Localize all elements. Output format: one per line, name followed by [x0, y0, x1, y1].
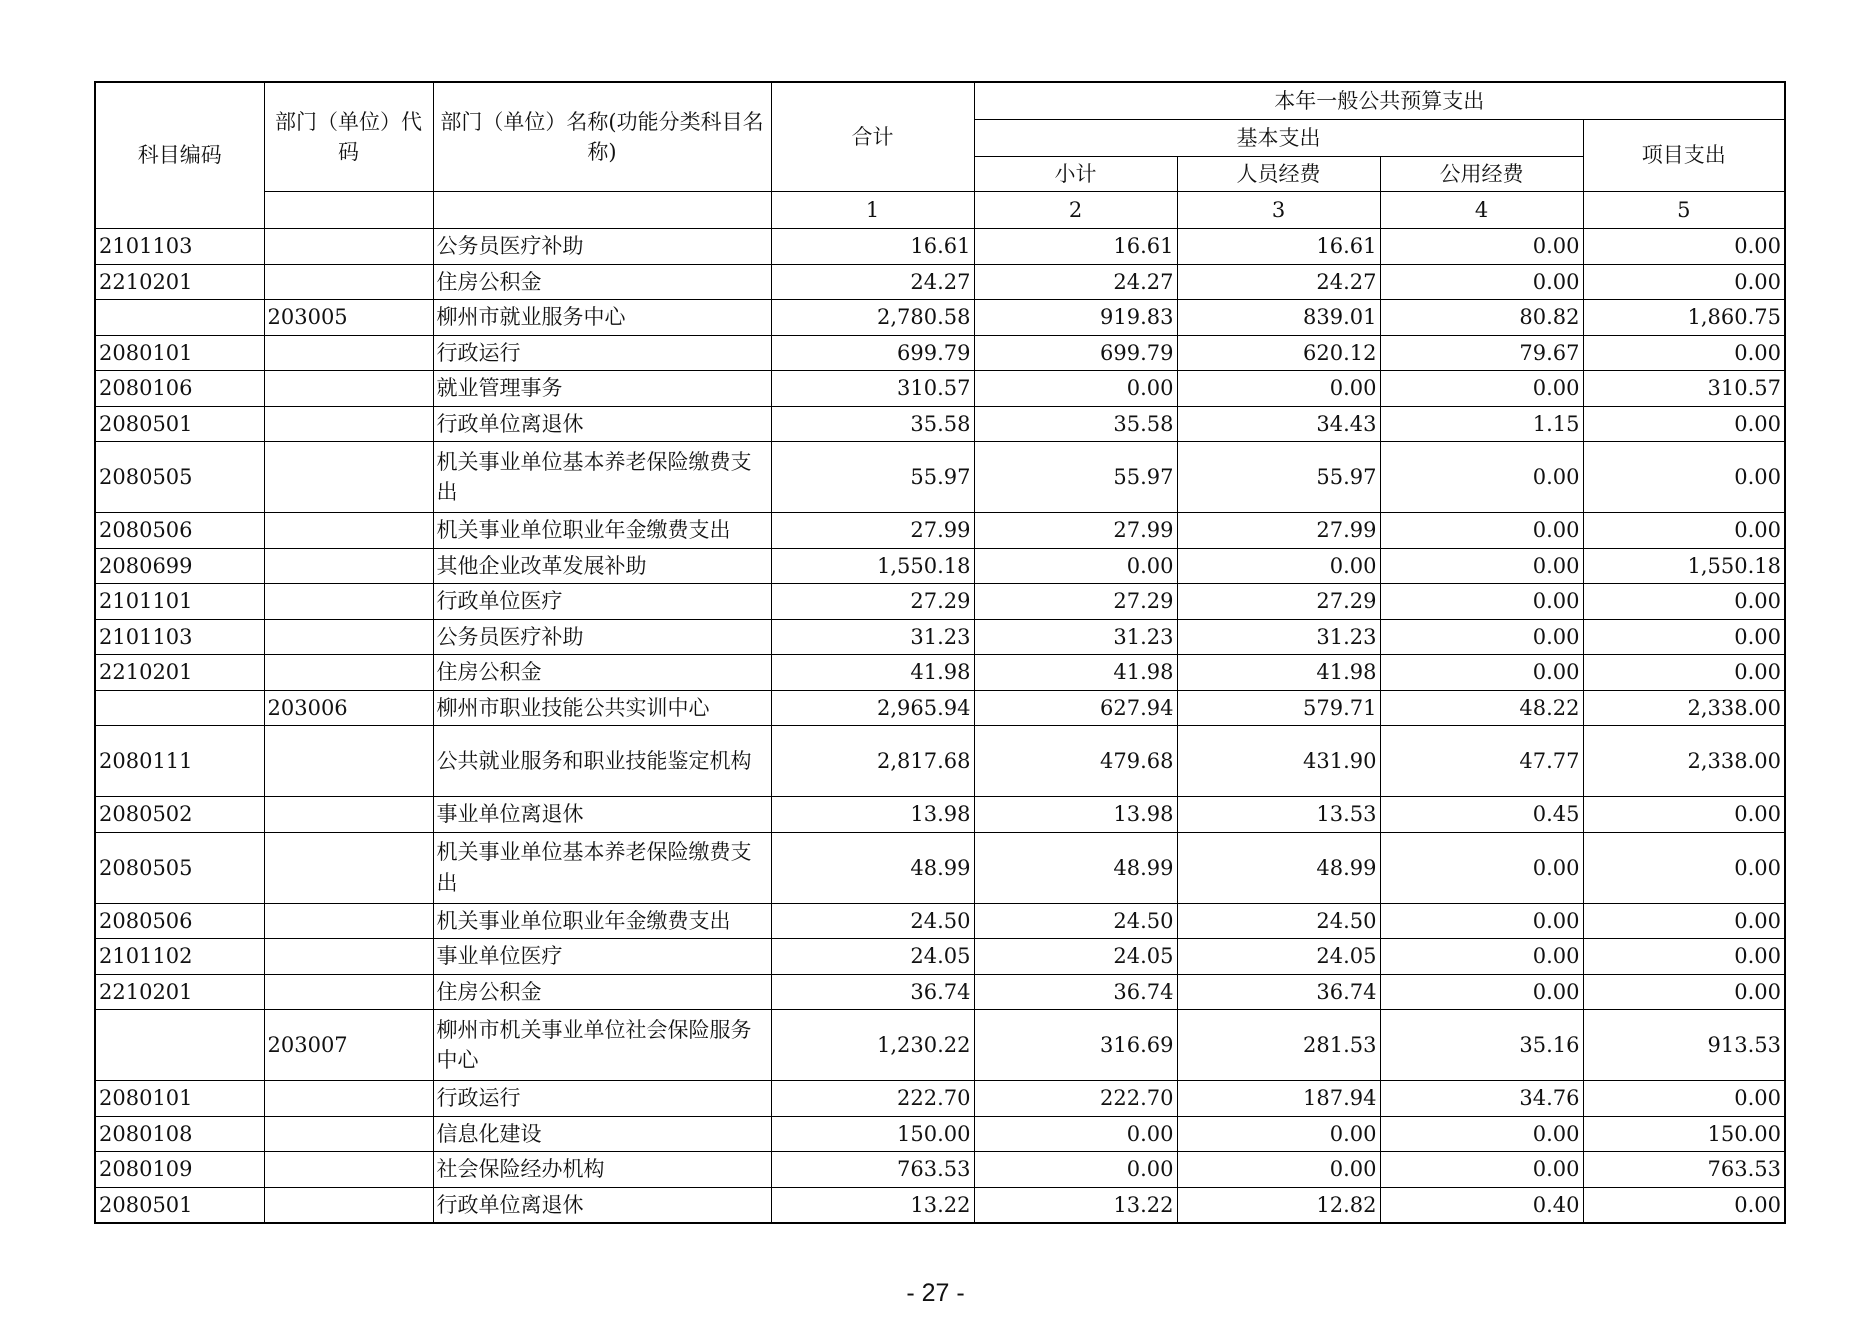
cell-name: 住房公积金	[433, 974, 771, 1010]
cell-subject-code: 2080502	[95, 797, 264, 833]
header-dept-name: 部门（单位）名称(功能分类科目名称)	[433, 82, 771, 192]
table-row	[95, 797, 1785, 833]
cell-name: 柳州市就业服务中心	[433, 300, 771, 336]
cell-subtotal: 24.27	[974, 264, 1177, 300]
cell-public: 0.00	[1380, 513, 1583, 549]
table-row	[95, 513, 1785, 549]
cell-total: 2,817.68	[771, 726, 974, 797]
cell-total: 16.61	[771, 229, 974, 265]
cell-total: 36.74	[771, 974, 974, 1010]
cell-public: 35.16	[1380, 1010, 1583, 1081]
cell-name: 住房公积金	[433, 655, 771, 691]
cell-subject-code: 2080108	[95, 1116, 264, 1152]
cell-project: 763.53	[1583, 1152, 1785, 1188]
cell-personnel: 27.99	[1177, 513, 1380, 549]
cell-public: 0.00	[1380, 619, 1583, 655]
cell-personnel: 281.53	[1177, 1010, 1380, 1081]
cell-name: 行政运行	[433, 335, 771, 371]
cell-project: 0.00	[1583, 406, 1785, 442]
cell-public: 0.00	[1380, 371, 1583, 407]
cell-subject-code: 2080505	[95, 442, 264, 513]
header-index-blank-2	[433, 192, 771, 229]
cell-public: 0.00	[1380, 1116, 1583, 1152]
cell-dept-code	[264, 371, 433, 407]
cell-public: 1.15	[1380, 406, 1583, 442]
cell-project: 0.00	[1583, 655, 1785, 691]
cell-personnel: 48.99	[1177, 832, 1380, 903]
cell-subtotal: 13.22	[974, 1187, 1177, 1223]
cell-total: 24.27	[771, 264, 974, 300]
cell-project: 310.57	[1583, 371, 1785, 407]
cell-total: 41.98	[771, 655, 974, 691]
cell-subject-code: 2080699	[95, 548, 264, 584]
cell-subject-code: 2080106	[95, 371, 264, 407]
table-row	[95, 1081, 1785, 1117]
cell-dept-code: 203007	[264, 1010, 433, 1081]
cell-total: 1,550.18	[771, 548, 974, 584]
cell-dept-code	[264, 406, 433, 442]
table-row	[95, 335, 1785, 371]
cell-subject-code	[95, 300, 264, 336]
cell-name: 住房公积金	[433, 264, 771, 300]
cell-dept-code	[264, 655, 433, 691]
table-row	[95, 229, 1785, 265]
cell-project: 0.00	[1583, 903, 1785, 939]
table-row	[95, 939, 1785, 975]
cell-project: 0.00	[1583, 229, 1785, 265]
cell-subtotal: 479.68	[974, 726, 1177, 797]
table-row	[95, 442, 1785, 513]
cell-subject-code: 2101102	[95, 939, 264, 975]
cell-subject-code: 2210201	[95, 264, 264, 300]
cell-personnel: 36.74	[1177, 974, 1380, 1010]
cell-name: 就业管理事务	[433, 371, 771, 407]
table-header	[95, 82, 1785, 229]
table-row	[95, 655, 1785, 691]
cell-subtotal: 27.99	[974, 513, 1177, 549]
cell-total: 27.99	[771, 513, 974, 549]
cell-project: 2,338.00	[1583, 726, 1785, 797]
cell-project: 1,550.18	[1583, 548, 1785, 584]
cell-total: 310.57	[771, 371, 974, 407]
cell-subject-code: 2101101	[95, 584, 264, 620]
cell-subtotal: 0.00	[974, 371, 1177, 407]
cell-public: 80.82	[1380, 300, 1583, 336]
cell-dept-code	[264, 442, 433, 513]
cell-total: 24.50	[771, 903, 974, 939]
cell-project: 0.00	[1583, 513, 1785, 549]
table-row	[95, 974, 1785, 1010]
cell-subtotal: 35.58	[974, 406, 1177, 442]
cell-subtotal: 699.79	[974, 335, 1177, 371]
cell-personnel: 31.23	[1177, 619, 1380, 655]
cell-public: 48.22	[1380, 690, 1583, 726]
cell-personnel: 12.82	[1177, 1187, 1380, 1223]
cell-dept-code	[264, 939, 433, 975]
cell-total: 2,780.58	[771, 300, 974, 336]
cell-project: 913.53	[1583, 1010, 1785, 1081]
cell-public: 0.00	[1380, 584, 1583, 620]
cell-name: 行政单位离退休	[433, 1187, 771, 1223]
header-subject-code: 科目编码	[95, 82, 264, 229]
cell-personnel: 41.98	[1177, 655, 1380, 691]
cell-dept-code	[264, 335, 433, 371]
header-basic-expenditure: 基本支出	[974, 120, 1583, 157]
cell-project: 0.00	[1583, 619, 1785, 655]
cell-personnel: 0.00	[1177, 371, 1380, 407]
table-row	[95, 690, 1785, 726]
cell-subject-code: 2210201	[95, 974, 264, 1010]
cell-project: 0.00	[1583, 584, 1785, 620]
header-dept-code: 部门（单位）代码	[264, 82, 433, 192]
cell-subject-code: 2080501	[95, 1187, 264, 1223]
cell-subtotal: 24.50	[974, 903, 1177, 939]
cell-dept-code	[264, 903, 433, 939]
table-row	[95, 619, 1785, 655]
cell-total: 2,965.94	[771, 690, 974, 726]
table-row	[95, 406, 1785, 442]
cell-name: 机关事业单位基本养老保险缴费支出	[433, 832, 771, 903]
cell-personnel: 579.71	[1177, 690, 1380, 726]
cell-name: 机关事业单位基本养老保险缴费支出	[433, 442, 771, 513]
cell-name: 事业单位离退休	[433, 797, 771, 833]
header-index-blank-1	[264, 192, 433, 229]
cell-dept-code	[264, 832, 433, 903]
header-index-3: 3	[1177, 192, 1380, 229]
cell-project: 0.00	[1583, 974, 1785, 1010]
cell-subject-code: 2080101	[95, 335, 264, 371]
cell-personnel: 0.00	[1177, 1116, 1380, 1152]
header-index-2: 2	[974, 192, 1177, 229]
cell-subject-code	[95, 1010, 264, 1081]
cell-dept-code	[264, 264, 433, 300]
cell-total: 31.23	[771, 619, 974, 655]
cell-subtotal: 16.61	[974, 229, 1177, 265]
cell-project: 0.00	[1583, 335, 1785, 371]
cell-name: 社会保险经办机构	[433, 1152, 771, 1188]
cell-subject-code: 2080506	[95, 903, 264, 939]
cell-total: 13.22	[771, 1187, 974, 1223]
table-row	[95, 584, 1785, 620]
cell-public: 34.76	[1380, 1081, 1583, 1117]
cell-personnel: 0.00	[1177, 548, 1380, 584]
cell-dept-code	[264, 974, 433, 1010]
cell-public: 0.00	[1380, 903, 1583, 939]
cell-public: 0.00	[1380, 264, 1583, 300]
cell-public: 0.45	[1380, 797, 1583, 833]
header-subtotal: 小计	[974, 157, 1177, 192]
cell-dept-code	[264, 513, 433, 549]
cell-dept-code	[264, 229, 433, 265]
cell-name: 柳州市机关事业单位社会保险服务中心	[433, 1010, 771, 1081]
cell-total: 27.29	[771, 584, 974, 620]
header-index-4: 4	[1380, 192, 1583, 229]
cell-subject-code: 2080501	[95, 406, 264, 442]
table-row	[95, 264, 1785, 300]
cell-dept-code	[264, 1187, 433, 1223]
cell-name: 信息化建设	[433, 1116, 771, 1152]
cell-name: 行政单位离退休	[433, 406, 771, 442]
cell-subtotal: 24.05	[974, 939, 1177, 975]
cell-public: 0.00	[1380, 655, 1583, 691]
cell-subject-code: 2210201	[95, 655, 264, 691]
cell-project: 0.00	[1583, 797, 1785, 833]
cell-name: 公务员医疗补助	[433, 229, 771, 265]
cell-public: 0.00	[1380, 939, 1583, 975]
cell-public: 0.40	[1380, 1187, 1583, 1223]
header-total: 合计	[771, 82, 974, 192]
cell-public: 47.77	[1380, 726, 1583, 797]
table-body	[95, 229, 1785, 1224]
header-public: 公用经费	[1380, 157, 1583, 192]
cell-subtotal: 222.70	[974, 1081, 1177, 1117]
cell-project: 0.00	[1583, 1187, 1785, 1223]
cell-personnel: 13.53	[1177, 797, 1380, 833]
cell-subtotal: 627.94	[974, 690, 1177, 726]
cell-name: 行政单位医疗	[433, 584, 771, 620]
cell-public: 0.00	[1380, 1152, 1583, 1188]
table-row	[95, 1187, 1785, 1223]
header-index-1: 1	[771, 192, 974, 229]
cell-dept-code	[264, 619, 433, 655]
cell-name: 机关事业单位职业年金缴费支出	[433, 903, 771, 939]
cell-subtotal: 919.83	[974, 300, 1177, 336]
cell-public: 0.00	[1380, 974, 1583, 1010]
cell-subtotal: 27.29	[974, 584, 1177, 620]
cell-personnel: 0.00	[1177, 1152, 1380, 1188]
cell-personnel: 27.29	[1177, 584, 1380, 620]
budget-expenditure-table	[94, 81, 1786, 1224]
cell-subtotal: 0.00	[974, 548, 1177, 584]
cell-project: 0.00	[1583, 264, 1785, 300]
cell-subtotal: 316.69	[974, 1010, 1177, 1081]
cell-total: 13.98	[771, 797, 974, 833]
cell-total: 24.05	[771, 939, 974, 975]
table-row	[95, 1152, 1785, 1188]
cell-name: 公共就业服务和职业技能鉴定机构	[433, 726, 771, 797]
cell-personnel: 620.12	[1177, 335, 1380, 371]
cell-project: 0.00	[1583, 939, 1785, 975]
cell-dept-code: 203005	[264, 300, 433, 336]
cell-subject-code: 2080111	[95, 726, 264, 797]
cell-subject-code: 2080101	[95, 1081, 264, 1117]
cell-total: 222.70	[771, 1081, 974, 1117]
cell-subtotal: 36.74	[974, 974, 1177, 1010]
cell-subtotal: 13.98	[974, 797, 1177, 833]
cell-project: 0.00	[1583, 442, 1785, 513]
cell-total: 48.99	[771, 832, 974, 903]
cell-dept-code	[264, 726, 433, 797]
cell-public: 0.00	[1380, 548, 1583, 584]
cell-public: 0.00	[1380, 229, 1583, 265]
cell-subject-code: 2080109	[95, 1152, 264, 1188]
cell-personnel: 24.27	[1177, 264, 1380, 300]
cell-name: 其他企业改革发展补助	[433, 548, 771, 584]
cell-personnel: 839.01	[1177, 300, 1380, 336]
cell-personnel: 55.97	[1177, 442, 1380, 513]
cell-subtotal: 0.00	[974, 1152, 1177, 1188]
cell-subject-code	[95, 690, 264, 726]
cell-subtotal: 41.98	[974, 655, 1177, 691]
cell-subtotal: 0.00	[974, 1116, 1177, 1152]
cell-total: 699.79	[771, 335, 974, 371]
cell-public: 79.67	[1380, 335, 1583, 371]
cell-dept-code	[264, 797, 433, 833]
cell-personnel: 34.43	[1177, 406, 1380, 442]
cell-subtotal: 55.97	[974, 442, 1177, 513]
cell-subject-code: 2080506	[95, 513, 264, 549]
header-general-budget: 本年一般公共预算支出	[974, 82, 1785, 120]
cell-subject-code: 2101103	[95, 229, 264, 265]
cell-personnel: 431.90	[1177, 726, 1380, 797]
cell-subtotal: 48.99	[974, 832, 1177, 903]
cell-project: 0.00	[1583, 1081, 1785, 1117]
cell-dept-code	[264, 1152, 433, 1188]
header-project-expenditure: 项目支出	[1583, 120, 1785, 192]
cell-name: 机关事业单位职业年金缴费支出	[433, 513, 771, 549]
cell-personnel: 24.50	[1177, 903, 1380, 939]
cell-subtotal: 31.23	[974, 619, 1177, 655]
table-row	[95, 1116, 1785, 1152]
cell-name: 事业单位医疗	[433, 939, 771, 975]
table-row	[95, 548, 1785, 584]
cell-public: 0.00	[1380, 442, 1583, 513]
cell-name: 行政运行	[433, 1081, 771, 1117]
cell-subject-code: 2101103	[95, 619, 264, 655]
header-personnel: 人员经费	[1177, 157, 1380, 192]
cell-dept-code	[264, 548, 433, 584]
table-row	[95, 1010, 1785, 1081]
cell-subject-code: 2080505	[95, 832, 264, 903]
cell-name: 柳州市职业技能公共实训中心	[433, 690, 771, 726]
cell-total: 1,230.22	[771, 1010, 974, 1081]
cell-name: 公务员医疗补助	[433, 619, 771, 655]
cell-dept-code: 203006	[264, 690, 433, 726]
cell-dept-code	[264, 584, 433, 620]
table-row	[95, 371, 1785, 407]
table-row	[95, 300, 1785, 336]
page-number: - 27 -	[906, 1279, 965, 1307]
cell-public: 0.00	[1380, 832, 1583, 903]
cell-total: 55.97	[771, 442, 974, 513]
cell-project: 1,860.75	[1583, 300, 1785, 336]
cell-dept-code	[264, 1116, 433, 1152]
cell-personnel: 24.05	[1177, 939, 1380, 975]
cell-personnel: 187.94	[1177, 1081, 1380, 1117]
table-row	[95, 726, 1785, 797]
table-row	[95, 832, 1785, 903]
cell-total: 763.53	[771, 1152, 974, 1188]
cell-dept-code	[264, 1081, 433, 1117]
cell-project: 2,338.00	[1583, 690, 1785, 726]
cell-total: 150.00	[771, 1116, 974, 1152]
table-row	[95, 903, 1785, 939]
cell-project: 150.00	[1583, 1116, 1785, 1152]
header-index-5: 5	[1583, 192, 1785, 229]
cell-project: 0.00	[1583, 832, 1785, 903]
cell-personnel: 16.61	[1177, 229, 1380, 265]
cell-total: 35.58	[771, 406, 974, 442]
